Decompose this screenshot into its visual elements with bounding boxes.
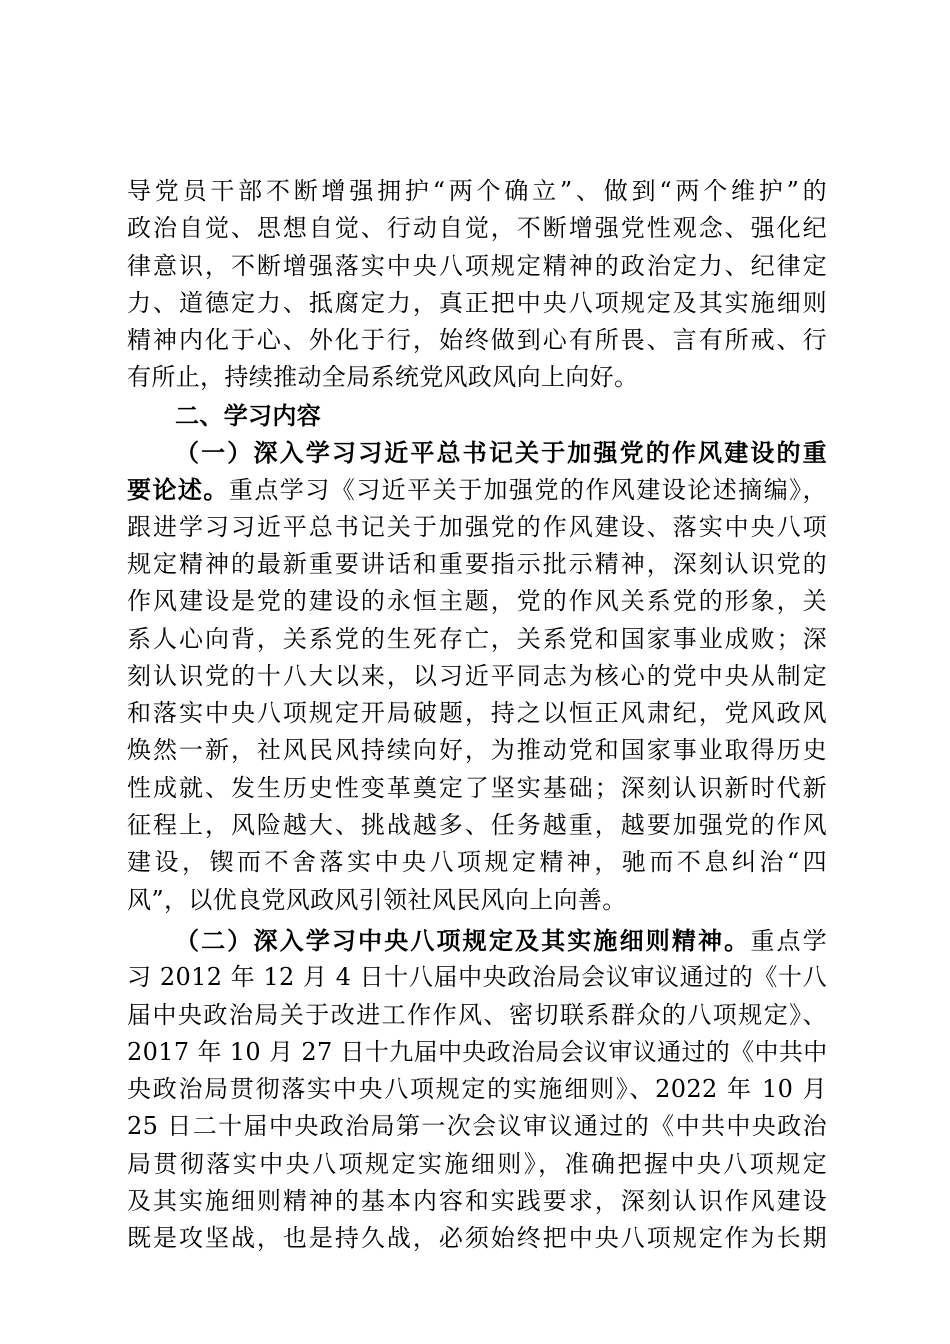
text-line: 2017 年 10 月 27 日十九届中央政治局会议审议通过的《中共中: [127, 1037, 828, 1066]
text-line: 届中央政治局关于改进工作作风、密切联系群众的八项规定》、: [127, 1000, 827, 1029]
text-line: 律意识，不断增强落实中央八项规定精神的政治定力、纪律定: [127, 251, 827, 280]
document-page: [127, 173, 827, 1258]
item-heading-line: （一）深入学习习近平总书记关于加强党的作风建设的重: [175, 438, 827, 468]
text-line: [127, 471, 827, 508]
text-line: 有所止，持续推动全局系统党风政风向上向好。: [127, 363, 639, 392]
text-line: 规定精神的最新重要讲话和重要指示批示精神，深刻认识党的: [127, 549, 827, 578]
text-line: 风”，以优良党风政风引领社风民风向上向善。: [127, 885, 627, 914]
text-line: 精神内化于心、外化于行，始终做到心有所畏、言有所戒、行: [127, 326, 827, 355]
text-line: 既是攻坚战，也是持久战，必须始终把中央八项规定作为长期: [127, 1224, 827, 1253]
text-line: 跟进学习习近平总书记关于加强党的作风建设、落实中央八项: [127, 512, 827, 541]
text-line: 导党员干部不断增强拥护“两个确立”、做到“两个维护”的: [127, 177, 827, 205]
text-line: 及其实施细则精神的基本内容和实践要求，深刻认识作风建设: [127, 1187, 827, 1216]
text-line: 局贯彻落实中央八项规定实施细则》，准确把握中央八项规定: [127, 1149, 827, 1178]
item-heading: （二）深入学习中央八项规定及其实施细则精神。: [175, 925, 751, 955]
paragraph-item-2: [127, 922, 827, 1258]
text-line: 系人心向背，关系党的生死存亡，关系党和国家事业成败；深: [127, 624, 827, 653]
text-line: 性成就、发生历史性变革奠定了坚实基础；深刻认识新时代新: [127, 773, 827, 802]
text-line: 征程上，风险越大、挑战越多、任务越重，越要加强党的作风: [127, 811, 827, 840]
paragraph-item-1: [127, 434, 827, 919]
text-line: 习 2012 年 12 月 4 日十八届中央政治局会议审议通过的《十八: [127, 963, 827, 992]
text-line: [127, 922, 827, 959]
text-span: 重点学习《习近平关于加强党的作风建设论述摘编》，: [228, 476, 827, 505]
item-heading-end: 要论述。: [127, 475, 229, 505]
text-span: 重点学: [750, 926, 827, 955]
text-line: 建设，锲而不舍落实中央八项规定精神，驰而不息纠治“四: [127, 848, 827, 877]
text-line: 政治自觉、思想自觉、行动自觉，不断增强党性观念、强化纪: [127, 214, 827, 243]
text-line: 力、道德定力、抵腐定力，真正把中央八项规定及其实施细则: [127, 288, 827, 317]
text-line: 刻认识党的十八大以来，以习近平同志为核心的党中央从制定: [127, 661, 827, 690]
paragraph-intro: [127, 173, 827, 397]
text-line: 焕然一新，社风民风持续向好，为推动党和国家事业取得历史: [127, 736, 827, 765]
text-line: 作风建设是党的建设的永恒主题，党的作风关系党的形象，关: [127, 587, 827, 616]
text-line: 25 日二十届中央政治局第一次会议审议通过的《中共中央政治: [127, 1112, 827, 1141]
section-heading: 二、学习内容: [175, 400, 322, 430]
text-line: 央政治局贯彻落实中央八项规定的实施细则》、2022 年 10 月: [127, 1075, 827, 1104]
text-line: 和落实中央八项规定开局破题，持之以恒正风肃纪，党风政风: [127, 699, 827, 728]
